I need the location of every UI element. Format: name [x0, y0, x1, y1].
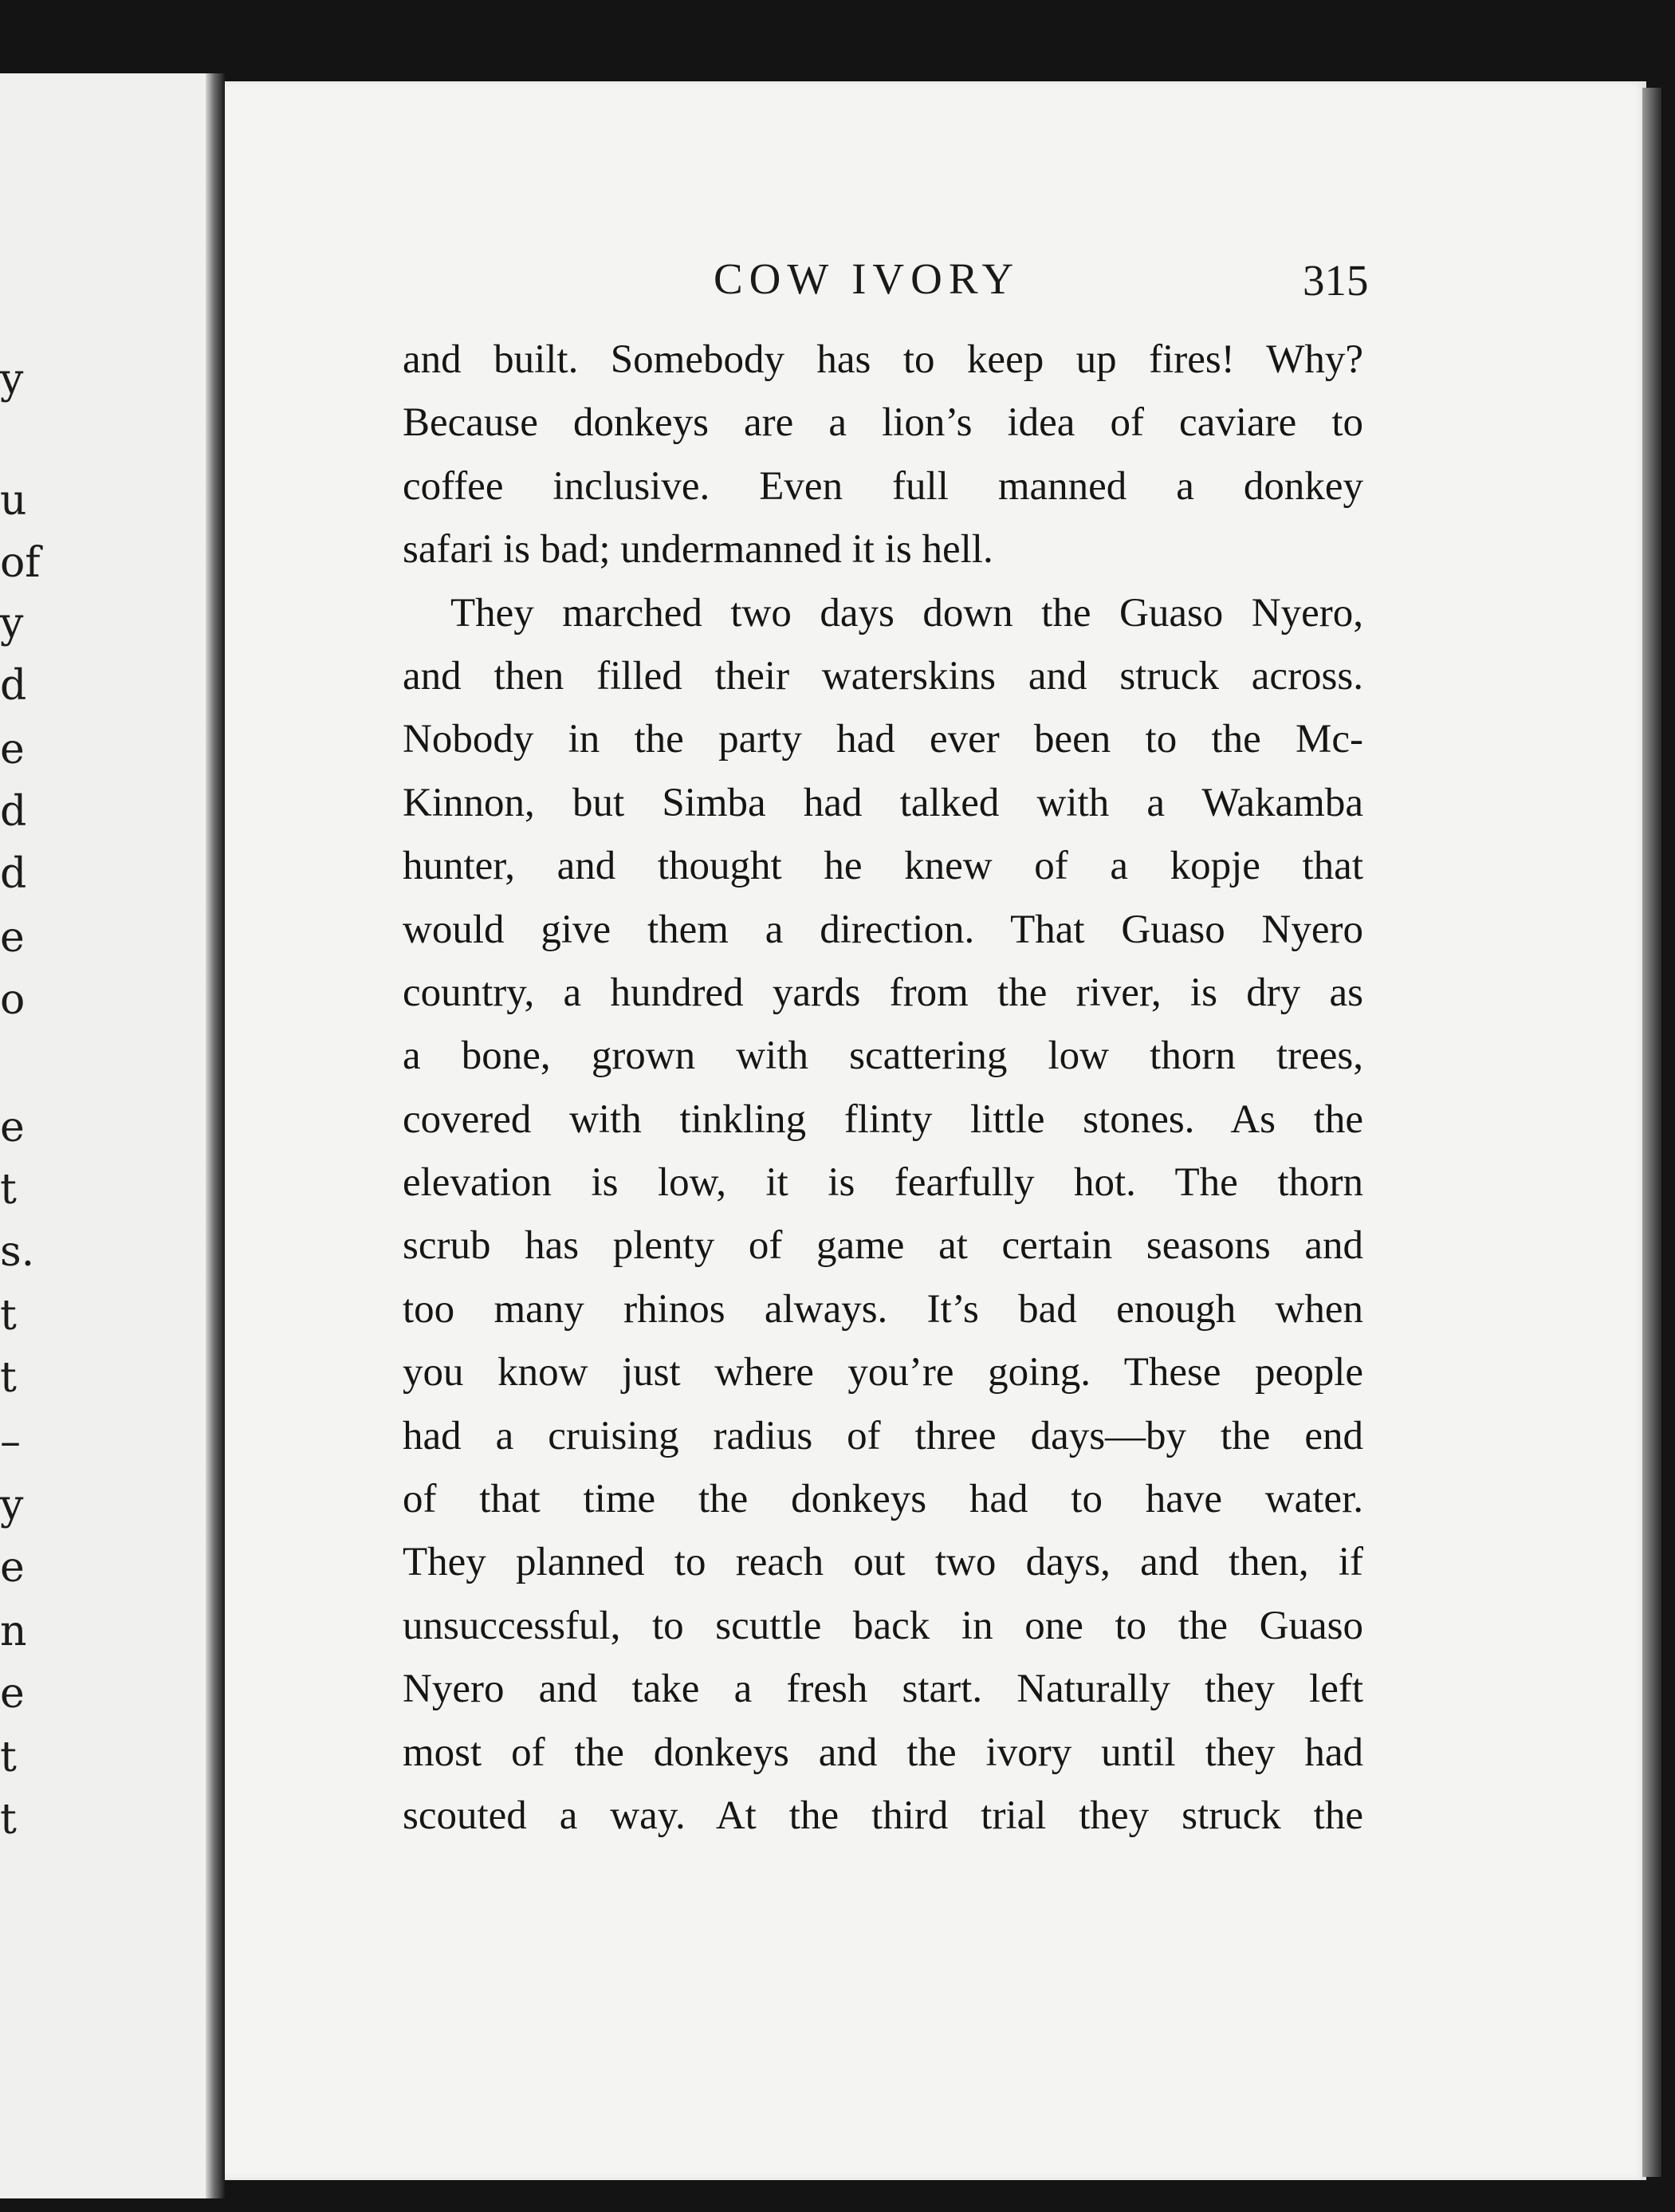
left-page-char: t	[0, 1796, 17, 1844]
left-page-char: t	[0, 1292, 17, 1340]
text-line: you know just where you’re going. These people	[403, 1350, 1363, 1395]
running-head	[0, 254, 1675, 309]
left-page-char: e	[0, 914, 25, 962]
text-line: covered with tinkling flinty little stones. As the	[403, 1096, 1363, 1142]
text-line: country, a hundred yards from the river, is dry as	[403, 970, 1363, 1015]
text-line: They planned to reach out two days, and then, if	[403, 1540, 1363, 1585]
text-line: Nobody in the party had ever been to the Mc-	[403, 717, 1363, 762]
running-head-title: COW IVORY	[714, 254, 1020, 303]
left-page-char: y	[0, 1482, 24, 1529]
left-page-char: d	[0, 662, 27, 710]
text-line: Kinnon, but Simba had talked with a Wakamba	[403, 780, 1363, 825]
text-line: scouted a way. At the third trial they struck the	[403, 1793, 1363, 1838]
text-line: safari is bad; undermanned it is hell.	[403, 527, 993, 573]
text-line: and built. Somebody has to keep up fires! Why?	[403, 337, 1363, 382]
left-page-char: y	[0, 600, 24, 647]
left-page-char: e	[0, 1670, 25, 1718]
text-line: and then filled their waterskins and struck across.	[403, 653, 1363, 699]
left-page-char: d	[0, 788, 27, 836]
left-page-char: n	[0, 1608, 27, 1655]
text-line: unsuccessful, to scuttle back in one to the Guaso	[403, 1603, 1363, 1648]
left-page-char: t	[0, 1354, 17, 1402]
left-facing-page	[0, 73, 217, 2198]
text-line: coffee inclusive. Even full manned a donkey	[403, 463, 1363, 509]
left-page-char: e	[0, 1544, 25, 1592]
left-page-char: e	[0, 1104, 25, 1151]
page-edge-shadow	[1642, 88, 1661, 2177]
text-line: They marched two days down the Guaso Nyero,	[450, 590, 1363, 636]
text-line: most of the donkeys and the ivory until they had	[403, 1730, 1363, 1775]
text-line: of that time the donkeys had to have water.	[403, 1477, 1363, 1522]
left-page-char: s.	[0, 1228, 35, 1276]
text-line: had a cruising radius of three days—by the end	[403, 1413, 1363, 1458]
left-page-char: of	[0, 539, 41, 587]
left-page-char: e	[0, 726, 25, 773]
text-line: a bone, grown with scattering low thorn trees,	[403, 1033, 1363, 1079]
text-line: scrub has plenty of game at certain seasons and	[403, 1223, 1363, 1269]
left-page-char: d	[0, 850, 27, 898]
left-page-char: y	[0, 356, 24, 403]
text-line: hunter, and thought he knew of a kopje that	[403, 844, 1363, 889]
left-page-char: t	[0, 1734, 17, 1781]
text-line: too many rhinos always. It’s bad enough when	[403, 1286, 1363, 1332]
page-number: 315	[1303, 256, 1369, 305]
text-line: would give them a direction. That Guaso Nyero	[403, 907, 1363, 952]
text-line: elevation is low, it is fearfully hot. The thorn	[403, 1160, 1363, 1206]
left-page-char: t	[0, 1166, 17, 1214]
left-page-char: –	[0, 1418, 21, 1466]
body-text	[403, 329, 1363, 1848]
left-page-char: u	[0, 477, 27, 525]
text-line: Because donkeys are a lion’s idea of caviare to	[403, 400, 1363, 446]
left-page-char: o	[0, 976, 26, 1024]
book-gutter	[206, 73, 225, 2198]
text-line: Nyero and take a fresh start. Naturally they left	[403, 1667, 1363, 1712]
